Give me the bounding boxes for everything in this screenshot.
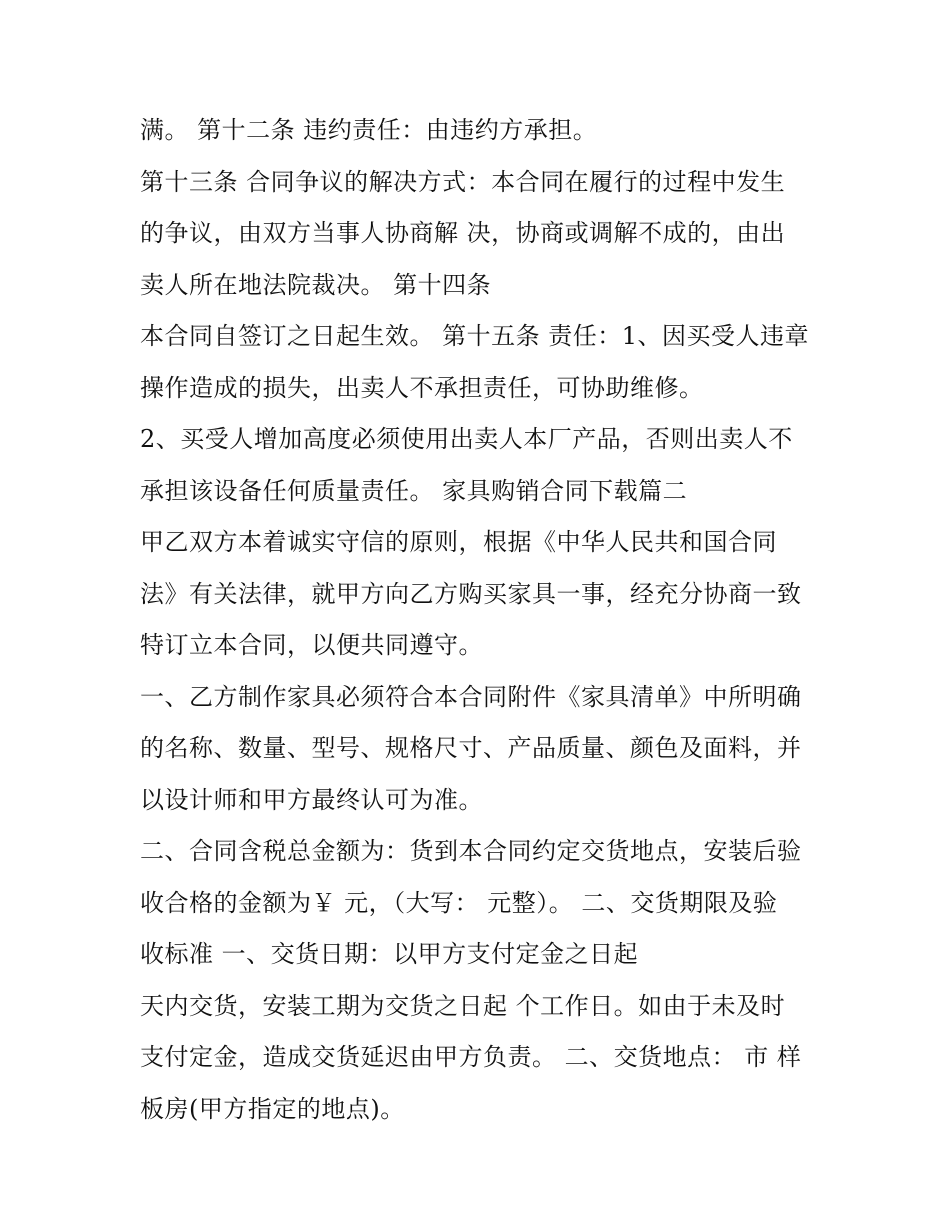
text-line: 本合同自签订之日起生效。 第十五条 责任：1、因买受人违章 xyxy=(140,322,810,350)
text-line: 支付定金，造成交货延迟由甲方负责。 二、交货地点： 市 样 xyxy=(140,1043,802,1071)
text-line: 第十三条 合同争议的解决方式：本合同在履行的过程中发生 xyxy=(140,167,786,196)
text-line: 甲乙双方本着诚实守信的原则，根据《中华人民共和国合同 xyxy=(140,528,777,556)
text-line: 卖人所在地法院裁决。 第十四条 xyxy=(140,270,492,299)
text-line: 承担该设备任何质量责任。 家具购销合同下载篇二 xyxy=(140,476,688,505)
text-line: 的争议，由双方当事人协商解 决，协商或调解不成的，由出 xyxy=(140,219,786,247)
text-line: 法》有关法律，就甲方向乙方购买家具一事，经充分协商一致 xyxy=(140,579,802,608)
text-line: 以设计师和甲方最终认可为准。 xyxy=(140,785,483,814)
text-line: 收标准 一、交货日期：以甲方支付定金之日起 xyxy=(140,940,639,968)
text-line: 板房(甲方指定的地点)。 xyxy=(140,1094,405,1123)
text-line: 特订立本合同，以便共同遵守。 xyxy=(140,631,483,659)
text-line: 满。 第十二条 违约责任：由违约方承担。 xyxy=(140,116,598,144)
text-line: 一、乙方制作家具必须符合本合同附件《家具清单》中所明确 xyxy=(140,682,802,711)
text-line: 的名称、数量、型号、规格尺寸、产品质量、颜色及面料，并 xyxy=(140,734,802,762)
text-line: 二、合同含税总金额为：货到本合同约定交货地点，安装后验 xyxy=(140,837,802,865)
text-line: 天内交货，安装工期为交货之日起 个工作日。如由于未及时 xyxy=(140,991,786,1020)
text-line: 收合格的金额为￥ 元，（大写： 元整）。 二、交货期限及验 xyxy=(140,888,778,917)
text-line: 操作造成的损失，出卖人不承担责任，可协助维修。 xyxy=(140,373,704,402)
contract-text xyxy=(140,108,830,1138)
text-line: 2、买受人增加高度必须使用出卖人本厂产品，否则出卖人不 xyxy=(140,425,793,453)
